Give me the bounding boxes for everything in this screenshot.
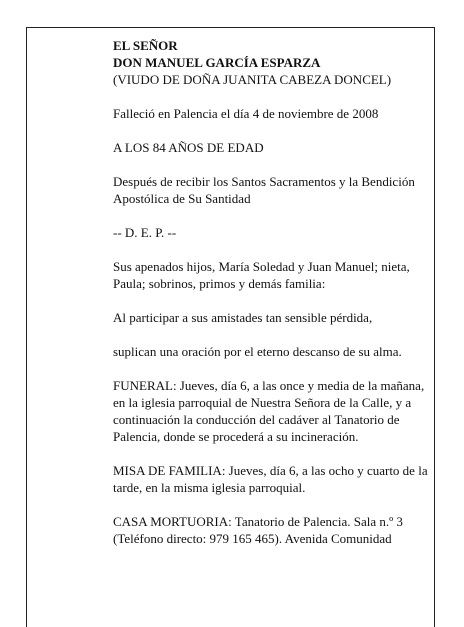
family-paragraph: Sus apenados hijos, María Soledad y Juan Manuel; nieta, Paula; sobrinos, primos y demás familia: xyxy=(113,259,410,291)
funeral-paragraph: FUNERAL: Jueves, día 6, a las once y media de la mañana, en la iglesia parroquial de Nuestra Señora de la Calle, y a continuación la conducción del cadáver al Tanatorio de Palencia, donde se procederá a su incineración. xyxy=(113,378,425,444)
title-line: EL SEÑOR xyxy=(113,38,178,53)
age-line: A LOS 84 AÑOS DE EDAD xyxy=(113,140,264,155)
name-line: DON MANUEL GARCÍA ESPARZA xyxy=(113,55,321,70)
dep-line: -- D. E. P. -- xyxy=(113,225,177,240)
obituary-content xyxy=(113,37,433,547)
widower-line: (VIUDO DE DOÑA JUANITA CABEZA DONCEL) xyxy=(113,72,392,87)
sacraments-paragraph: Después de recibir los Santos Sacramentos y la Bendición Apostólica de Su Santidad xyxy=(113,174,415,206)
obituary-header xyxy=(113,37,433,88)
announcement-paragraph: Al participar a sus amistades tan sensible pérdida, xyxy=(113,310,373,325)
casa-mortuoria-paragraph: CASA MORTUORIA: Tanatorio de Palencia. Sala n.º 3 (Teléfono directo: 979 165 465). Avenida Comunidad xyxy=(113,514,403,546)
prayer-paragraph: suplican una oración por el eterno descanso de su alma. xyxy=(113,344,402,359)
family-mass-paragraph: MISA DE FAMILIA: Jueves, día 6, a las ocho y cuarto de la tarde, en la misma iglesia parroquial. xyxy=(113,463,428,495)
death-notice: Falleció en Palencia el día 4 de noviembre de 2008 xyxy=(113,106,379,121)
